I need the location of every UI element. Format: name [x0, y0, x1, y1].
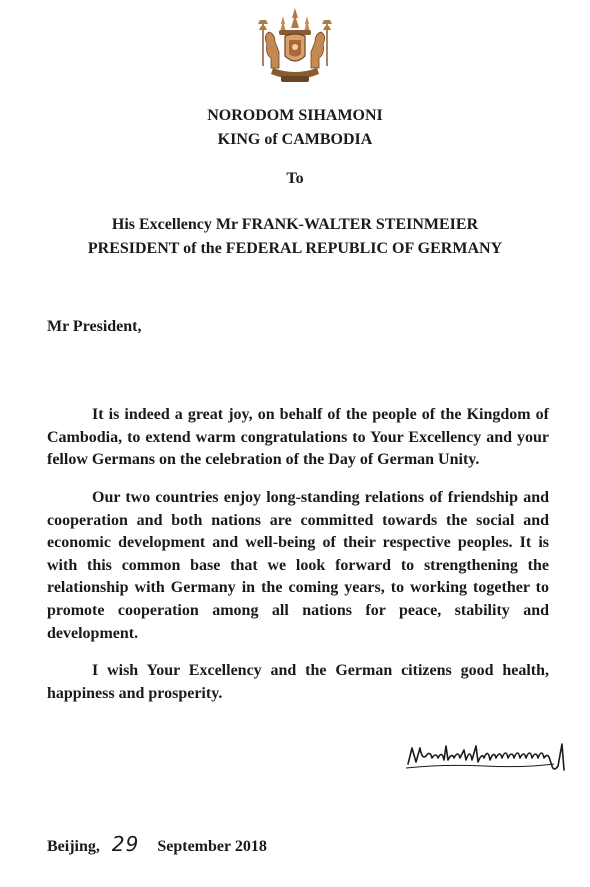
to-label: To [286, 170, 304, 187]
recipient-block [0, 213, 590, 261]
salutation: Mr President, [47, 318, 142, 335]
dateline-month-year: September 2018 [157, 838, 267, 855]
royal-emblem-icon [255, 6, 335, 88]
recipient-title: PRESIDENT of the FEDERAL REPUBLIC OF GERMANY [87, 240, 503, 257]
dateline-place: Beijing, [47, 838, 100, 855]
sender-block [0, 104, 590, 152]
recipient-name: His Excellency Mr FRANK-WALTER STEINMEIER [111, 216, 479, 233]
sender-name: NORODOM SIHAMONI [207, 107, 383, 124]
handwritten-signature-icon [404, 736, 572, 776]
sender-title: KING of CAMBODIA [217, 131, 373, 148]
dateline-day-handwritten: 29 [111, 832, 140, 856]
body-paragraph-3: I wish Your Excellency and the German citizens good health, happiness and prosperity. [47, 662, 549, 702]
body-paragraph-1: It is indeed a great joy, on behalf of the people of the Kingdom of Cambodia, to extend warm congratulations to Your Excellency and your fellow Germans on the celebration of the Day of German Unity. [47, 406, 549, 469]
dateline [47, 832, 267, 856]
body-paragraph-2: Our two countries enjoy long-standing relations of friendship and cooperation and both nations are committed towards the social and economic development and well-being of their respective peoples. It is with this common base that we look forward to strengthening the relationship with Germany in the coming years, to working together to promote cooperation among all nations for peace, stability and development. [47, 489, 549, 642]
